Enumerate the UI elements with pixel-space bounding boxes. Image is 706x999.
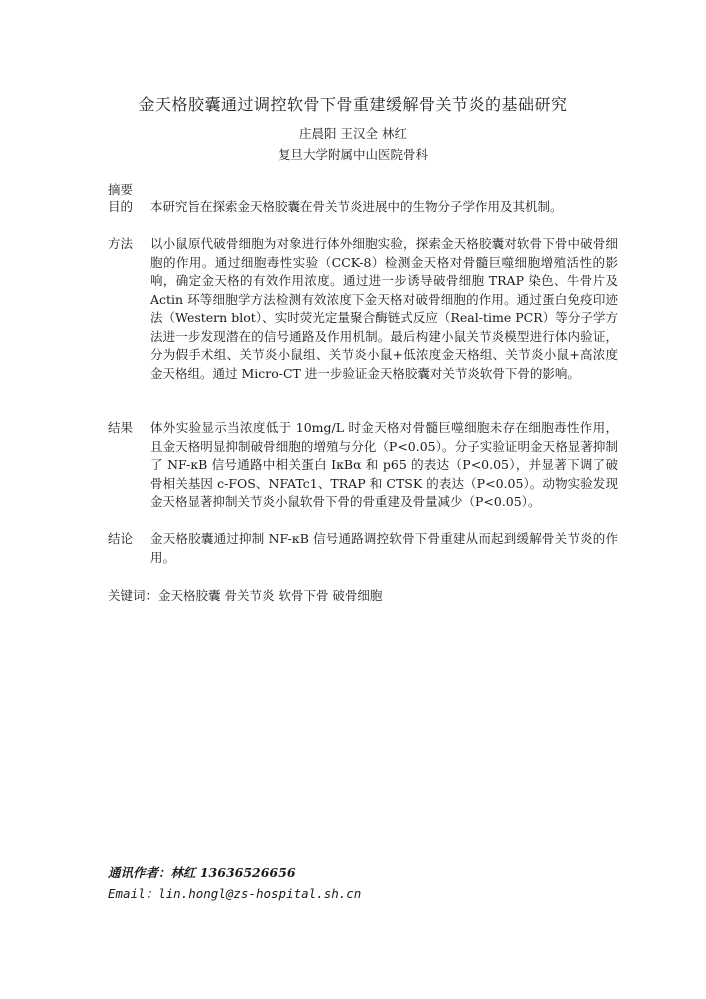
section-methods <box>108 235 618 383</box>
section-results <box>108 419 618 512</box>
section-text-conclusion: 金天格胶囊通过抑制 NF-κB 信号通路调控软骨下骨重建从而起到缓解骨关节炎的作用。 <box>150 531 618 565</box>
section-text-results: 体外实验显示当浓度低于 10mg/L 时金天格对骨髓巨噬细胞未存在细胞毒性作用，且金天格明显抑制破骨细胞的增殖与分化（P<0.05）。分子实验证明金天格显著抑制了 NF-κB 信号通路中相关蛋白 IκBα 和 p65 的表达（P<0.05），并显著下调了破骨相关基因 c-FOS、NFATc1、TRAP 和 CTSK 的表达（P<0.05）。动物实验发现金天格显著抑制关节炎小鼠软骨下骨的骨重建及骨量减少（P<0.05）。 <box>150 420 618 509</box>
section-text-purpose: 本研究旨在探索金天格胶囊在骨关节炎进展中的生物分子学作用及其机制。 <box>150 199 563 214</box>
affiliation: 复旦大学附属中山医院骨科 <box>277 147 428 162</box>
section-label-results: 结果 <box>108 420 134 435</box>
paper-title: 金天格胶囊通过调控软骨下骨重建缓解骨关节炎的基础研究 <box>138 95 568 114</box>
abstract-heading: 摘要 <box>108 182 134 197</box>
section-conclusion <box>108 530 618 567</box>
section-text-methods: 以小鼠原代破骨细胞为对象进行体外细胞实验，探索金天格胶囊对软骨下骨中破骨细胞的作用。通过细胞毒性实验（CCK-8）检测金天格对骨髓巨噬细胞增殖活性的影响，确定金天格的有效作用浓度。通过进一步诱导破骨细胞 TRAP 染色、牛骨片及 Actin 环等细胞学方法检测有效浓度下金天格对破骨细胞的作用。通过蛋白免疫印迹法（Western blot）、实时荧光定量聚合酶链式反应（Real-time PCR）等分子学方法进一步发现潜在的信号通路及作用机制。最后构建小鼠关节炎模型进行体内验证，分为假手术组、关节炎小鼠组、关节炎小鼠+低浓度金天格组、关节炎小鼠+高浓度金天格组。通过 Micro-CT 进一步验证金天格胶囊对关节炎软骨下骨的影响。 <box>150 236 618 381</box>
corresponding-author: 通讯作者：林红 13636526656 <box>108 865 296 880</box>
keywords: 关键词：金天格胶囊 骨关节炎 软骨下骨 破骨细胞 <box>108 588 383 603</box>
section-label-conclusion: 结论 <box>108 531 134 546</box>
section-label-purpose: 目的 <box>108 199 134 214</box>
email-line: Email：lin.hongl@zs-hospital.sh.cn <box>108 886 362 901</box>
section-purpose <box>108 198 618 217</box>
section-label-methods: 方法 <box>108 236 134 251</box>
author-list: 庄晨阳 王汉全 林红 <box>299 126 407 141</box>
